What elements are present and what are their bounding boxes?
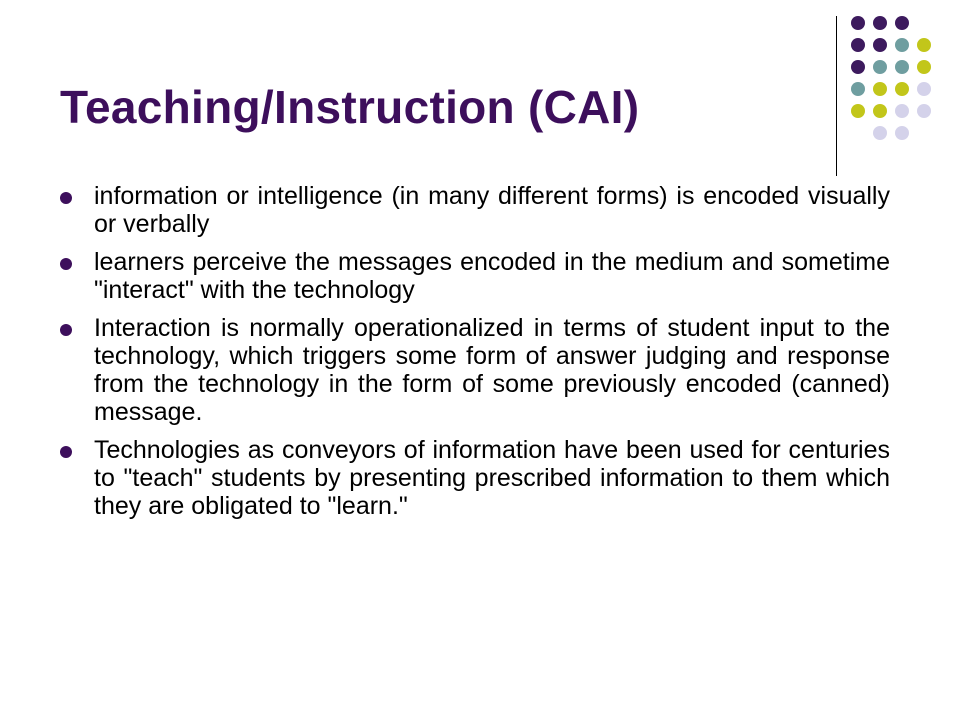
bullet-text: information or intelligence (in many different forms) is encoded visually or verbally <box>94 182 890 238</box>
decorative-dot <box>895 38 909 52</box>
bullet-item <box>60 436 890 520</box>
decorative-dot <box>873 38 887 52</box>
decorative-dot <box>851 38 865 52</box>
decorative-dot <box>873 82 887 96</box>
bullet-dot-icon <box>60 192 72 204</box>
decorative-dot <box>895 82 909 96</box>
decorative-dot <box>917 104 931 118</box>
decorative-dot <box>895 104 909 118</box>
decorative-dot <box>873 104 887 118</box>
decorative-dot <box>851 82 865 96</box>
vertical-divider <box>836 16 837 176</box>
decorative-dot <box>895 16 909 30</box>
bullet-list <box>60 182 890 530</box>
bullet-text: learners perceive the messages encoded in the medium and sometime "interact" with the technology <box>94 248 890 304</box>
bullet-dot-icon <box>60 258 72 270</box>
decorative-dot <box>851 16 865 30</box>
bullet-text: Technologies as conveyors of information have been used for centuries to "teach" students by presenting prescribed information to them which they are obligated to "learn." <box>94 436 890 520</box>
bullet-item <box>60 314 890 426</box>
decorative-dot <box>917 38 931 52</box>
decorative-dot <box>895 60 909 74</box>
decorative-dot <box>851 60 865 74</box>
bullet-item <box>60 182 890 238</box>
slide-title: Teaching/Instruction (CAI) <box>60 81 640 133</box>
decorative-dot <box>917 60 931 74</box>
decorative-dot <box>917 82 931 96</box>
decorative-dot <box>873 60 887 74</box>
decorative-dot <box>873 126 887 140</box>
decorative-dot <box>873 16 887 30</box>
bullet-dot-icon <box>60 446 72 458</box>
decorative-dot <box>895 126 909 140</box>
bullet-text: Interaction is normally operationalized in terms of student input to the technology, which triggers some form of answer judging and response from the technology in the form of some previously encoded (canned) message. <box>94 314 890 426</box>
bullet-item <box>60 248 890 304</box>
bullet-dot-icon <box>60 324 72 336</box>
decorative-dot <box>851 104 865 118</box>
